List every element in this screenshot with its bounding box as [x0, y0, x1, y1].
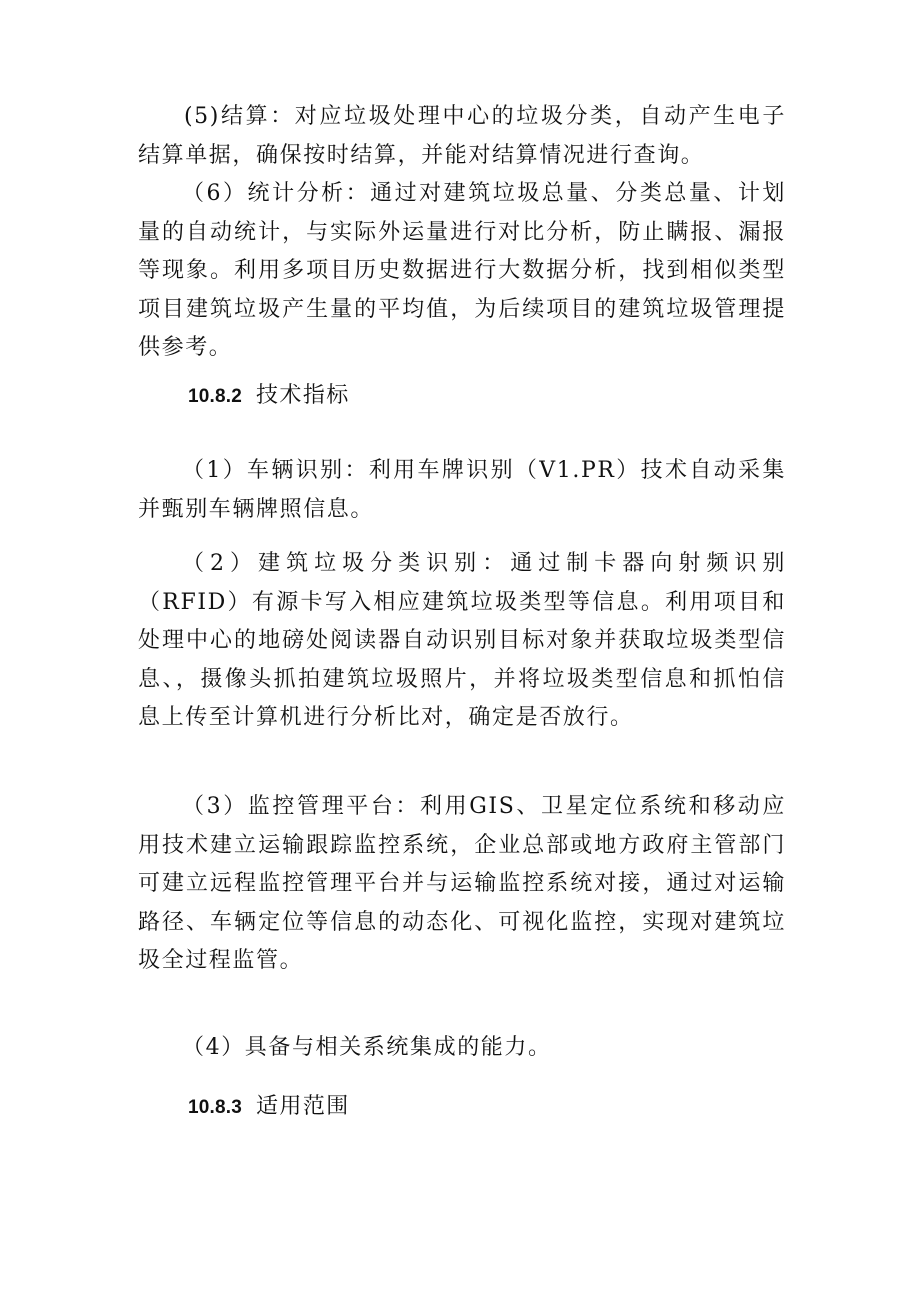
section-title: 适用范围 — [256, 1094, 350, 1119]
section-number: 10.8.2 — [188, 386, 243, 407]
section-heading-10-8-2 — [188, 381, 350, 412]
paragraph-waste-classification-recognition: （2）建筑垃圾分类识别：通过制卡器向射频识别（RFID）有源卡写入相应建筑垃圾类型等信息。利用项目和处理中心的地磅处阅读器自动识别目标对象并获取垃圾类型信息、，摄像头抓拍建筑垃圾照片，并将垃圾类型信息和抓怕信息上传至计算机进行分析比对，确定是否放行。 — [138, 551, 786, 730]
paragraph-monitoring-platform: （3）监控管理平台：利用GIS、卫星定位系统和移动应用技术建立运输跟踪监控系统，企业总部或地方政府主管部门可建立远程监控管理平台并与运输监控系统对接，通过对运输路径、车辆定位等信息的动态化、可视化监控，实现对建筑垃圾全过程监管。 — [138, 794, 786, 973]
paragraph-system-integration: （4）具备与相关系统集成的能力。 — [182, 1035, 552, 1060]
paragraph-settlement: (5)结算：对应垃圾处理中心的垃圾分类，自动产生电子结算单据，确保按时结算，并能对结算情况进行查询。 — [138, 104, 786, 168]
paragraph-vehicle-recognition: （1）车辆识别：利用车牌识别（V1.PR）技术自动采集并甄别车辆牌照信息。 — [138, 458, 786, 522]
paragraph-statistical-analysis: （6）统计分析：通过对建筑垃圾总量、分类总量、计划量的自动统计，与实际外运量进行对比分析，防止瞒报、漏报等现象。利用多项目历史数据进行大数据分析，找到相似类型项目建筑垃圾产生量的平均值，为后续项目的建筑垃圾管理提供参考。 — [138, 181, 786, 360]
section-number: 10.8.3 — [188, 1097, 243, 1118]
section-title: 技术指标 — [256, 383, 350, 408]
section-heading-10-8-3 — [188, 1092, 350, 1123]
